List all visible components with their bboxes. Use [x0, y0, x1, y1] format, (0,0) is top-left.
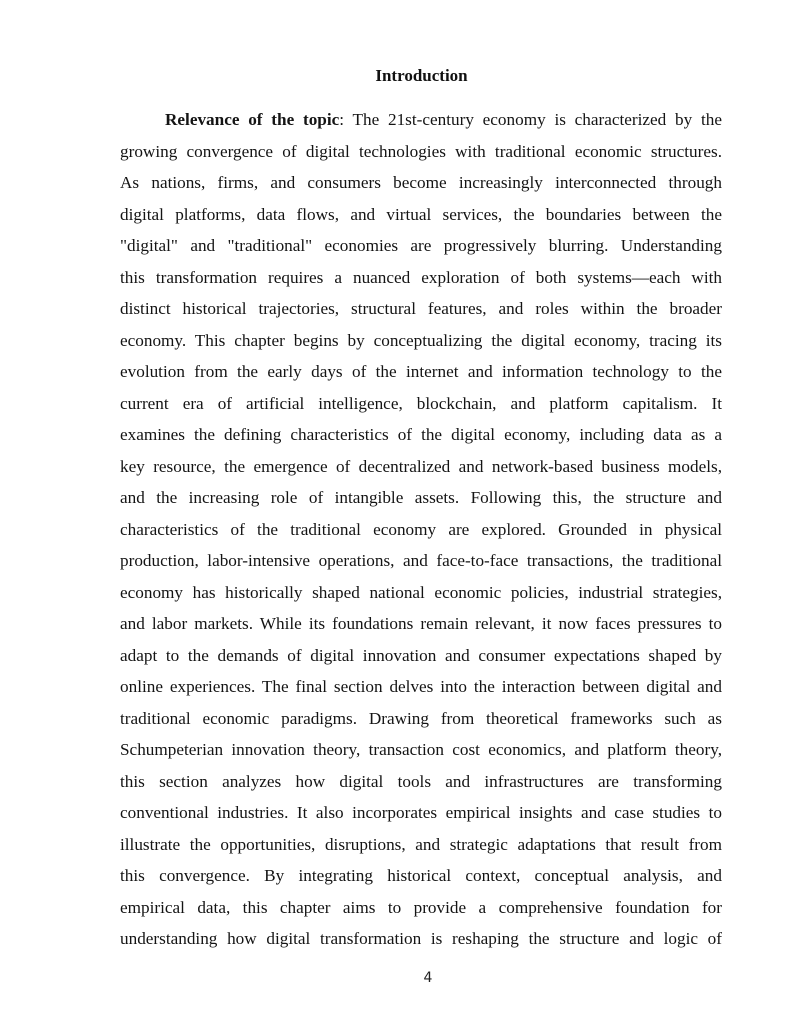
- paragraph-line: traditional economic paradigms. Drawing from theoretical frameworks such as: [120, 708, 722, 728]
- paragraph-line: key resource, the emergence of decentralized and network-based business models,: [120, 456, 722, 476]
- paragraph-line: characteristics of the traditional economy are explored. Grounded in physical: [120, 519, 722, 539]
- section-heading: Introduction: [375, 66, 468, 85]
- paragraph-line: evolution from the early days of the internet and information technology to the: [120, 362, 722, 381]
- paragraph-line: illustrate the opportunities, disruptions, and strategic adaptations that result from: [120, 834, 722, 854]
- lead-colon: :: [339, 110, 345, 129]
- paragraph-line: Schumpeterian innovation theory, transaction cost economics, and platform theory,: [120, 740, 722, 759]
- paragraph-line: growing convergence of digital technologies with traditional economic structures.: [120, 141, 722, 161]
- paragraph-line: current era of artificial intelligence, blockchain, and platform capitalism. It: [120, 393, 722, 413]
- paragraph-line: this convergence. By integrating historical context, conceptual analysis, and: [120, 866, 722, 885]
- body-paragraph: [120, 104, 722, 955]
- line-text: The 21st-century economy is characterized by the: [344, 110, 722, 129]
- paragraph-line: online experiences. The final section delves into the interaction between digital and: [120, 677, 722, 696]
- paragraph-line: examines the defining characteristics of the digital economy, including data as a: [120, 425, 722, 444]
- paragraph-line: conventional industries. It also incorporates empirical insights and case studies to: [120, 803, 722, 822]
- lead-term: Relevance of the topic: [165, 110, 340, 129]
- paragraph-line: economy has historically shaped national economic policies, industrial strategies,: [120, 582, 722, 602]
- paragraph-line: this section analyzes how digital tools and infrastructures are transforming: [120, 771, 722, 791]
- paragraph-line: empirical data, this chapter aims to provide a comprehensive foundation for: [120, 897, 722, 917]
- paragraph-line: this transformation requires a nuanced exploration of both systems—each with: [120, 267, 722, 287]
- paragraph-line: production, labor-intensive operations, and face-to-face transactions, the traditional: [120, 551, 722, 570]
- paragraph-line: adapt to the demands of digital innovation and consumer expectations shaped by: [120, 645, 722, 665]
- paragraph-line: digital platforms, data flows, and virtual services, the boundaries between the: [120, 204, 722, 224]
- paragraph-line: "digital" and "traditional" economies are progressively blurring. Understanding: [120, 236, 722, 255]
- paragraph-line: As nations, firms, and consumers become increasingly interconnected through: [120, 173, 722, 192]
- paragraph-line: and labor markets. While its foundations remain relevant, it now faces pressures to: [120, 614, 722, 633]
- paragraph-line: economy. This chapter begins by conceptualizing the digital economy, tracing its: [120, 330, 722, 350]
- page-number: 4: [423, 970, 433, 986]
- paragraph-line: [120, 104, 722, 136]
- paragraph-line: and the increasing role of intangible assets. Following this, the structure and: [120, 488, 722, 507]
- paragraph-line: distinct historical trajectories, structural features, and roles within the broader: [120, 299, 722, 318]
- paragraph-line: understanding how digital transformation is reshaping the structure and logic of: [120, 929, 722, 948]
